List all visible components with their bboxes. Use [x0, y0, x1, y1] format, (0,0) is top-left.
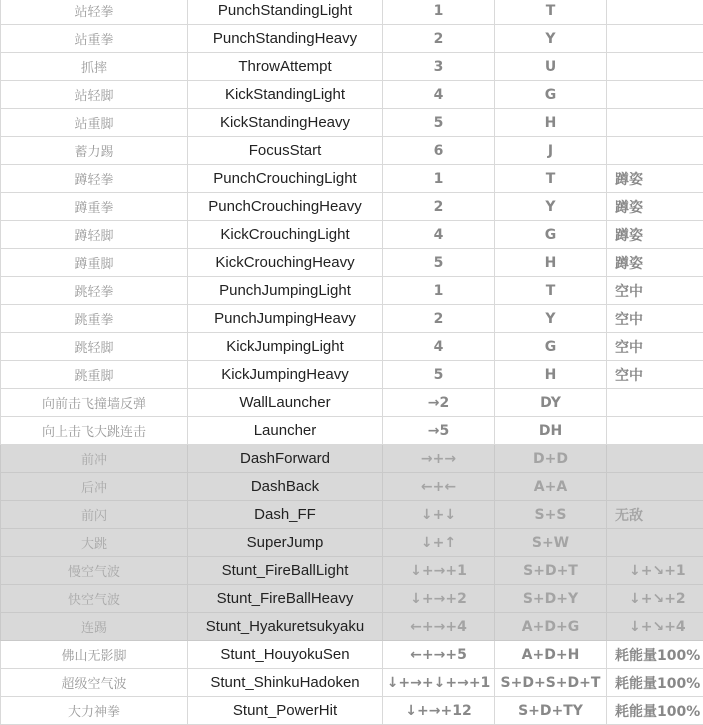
note-cell: 蹲姿	[607, 193, 703, 221]
table-row	[1, 165, 703, 193]
keyboard-key-cell: DY	[495, 389, 607, 417]
action-id-cell: PunchStandingLight	[188, 0, 383, 25]
move-name-cell: 站重拳	[1, 25, 188, 53]
note-cell: ↓+↘+2	[607, 585, 703, 613]
input-code-cell: 3	[383, 53, 495, 81]
table-row	[1, 193, 703, 221]
move-name-cell: 佛山无影脚	[1, 641, 188, 669]
action-id-cell: Dash_FF	[188, 501, 383, 529]
move-name-cell: 向前击飞撞墙反弹	[1, 389, 188, 417]
table-row	[1, 137, 703, 165]
action-id-cell: Launcher	[188, 417, 383, 445]
action-id-cell: PunchJumpingHeavy	[188, 305, 383, 333]
note-cell	[607, 25, 703, 53]
action-id-cell: Stunt_PowerHit	[188, 697, 383, 725]
table-row	[1, 277, 703, 305]
input-code-cell: 4	[383, 333, 495, 361]
move-name-cell: 蹲重脚	[1, 249, 188, 277]
note-cell	[607, 445, 703, 473]
table-row	[1, 305, 703, 333]
move-name-cell: 抓摔	[1, 53, 188, 81]
table-row	[1, 473, 703, 501]
move-name-cell: 超级空气波	[1, 669, 188, 697]
input-code-cell: 2	[383, 305, 495, 333]
move-name-cell: 蹲重拳	[1, 193, 188, 221]
input-code-cell: ←+→+5	[383, 641, 495, 669]
action-id-cell: PunchJumpingLight	[188, 277, 383, 305]
move-name-cell: 蹲轻脚	[1, 221, 188, 249]
table-row	[1, 221, 703, 249]
table-row	[1, 697, 703, 725]
input-code-cell: 5	[383, 109, 495, 137]
action-id-cell: Stunt_FireBallHeavy	[188, 585, 383, 613]
note-cell	[607, 389, 703, 417]
keyboard-key-cell: Y	[495, 25, 607, 53]
table-row	[1, 585, 703, 613]
input-code-cell: 1	[383, 0, 495, 25]
input-code-cell: 4	[383, 81, 495, 109]
keyboard-key-cell: DH	[495, 417, 607, 445]
note-cell: 空中	[607, 277, 703, 305]
note-cell	[607, 137, 703, 165]
move-name-cell: 大跳	[1, 529, 188, 557]
action-id-cell: KickStandingLight	[188, 81, 383, 109]
note-cell: 蹲姿	[607, 221, 703, 249]
keyboard-key-cell: A+A	[495, 473, 607, 501]
keyboard-key-cell: S+D+Y	[495, 585, 607, 613]
note-cell	[607, 53, 703, 81]
table-row	[1, 361, 703, 389]
note-cell	[607, 529, 703, 557]
input-code-cell: →+→	[383, 445, 495, 473]
input-code-cell: 6	[383, 137, 495, 165]
move-name-cell: 跳轻拳	[1, 277, 188, 305]
keyboard-key-cell: A+D+G	[495, 613, 607, 641]
keyboard-key-cell: U	[495, 53, 607, 81]
keyboard-key-cell: T	[495, 0, 607, 25]
keyboard-key-cell: S+D+TY	[495, 697, 607, 725]
note-cell	[607, 0, 703, 25]
note-cell	[607, 109, 703, 137]
move-name-cell: 站轻脚	[1, 81, 188, 109]
note-cell	[607, 81, 703, 109]
table-row	[1, 0, 703, 25]
move-name-cell: 蹲轻拳	[1, 165, 188, 193]
keyboard-key-cell: S+D+S+D+T	[495, 669, 607, 697]
action-id-cell: DashBack	[188, 473, 383, 501]
keyboard-key-cell: A+D+H	[495, 641, 607, 669]
note-cell: 空中	[607, 333, 703, 361]
input-code-cell: →5	[383, 417, 495, 445]
input-code-cell: ↓+→+1	[383, 557, 495, 585]
action-id-cell: Stunt_Hyakuretsukyaku	[188, 613, 383, 641]
note-cell: 空中	[607, 305, 703, 333]
move-name-cell: 向上击飞大跳连击	[1, 417, 188, 445]
action-id-cell: Stunt_HouyokuSen	[188, 641, 383, 669]
input-code-cell: 5	[383, 249, 495, 277]
action-id-cell: Stunt_FireBallLight	[188, 557, 383, 585]
keyboard-key-cell: S+D+T	[495, 557, 607, 585]
keyboard-key-cell: S+W	[495, 529, 607, 557]
move-name-cell: 快空气波	[1, 585, 188, 613]
note-cell: 蹲姿	[607, 249, 703, 277]
input-code-cell: 1	[383, 277, 495, 305]
table-row	[1, 333, 703, 361]
keyboard-key-cell: G	[495, 81, 607, 109]
move-name-cell: 站轻拳	[1, 0, 188, 25]
table-row	[1, 557, 703, 585]
note-cell: ↓+↘+4	[607, 613, 703, 641]
move-name-cell: 前冲	[1, 445, 188, 473]
note-cell: 耗能量100%	[607, 697, 703, 725]
table-row	[1, 53, 703, 81]
table-row	[1, 81, 703, 109]
input-code-cell: ↓+↑	[383, 529, 495, 557]
input-code-cell: 2	[383, 25, 495, 53]
keyboard-key-cell: T	[495, 277, 607, 305]
action-id-cell: SuperJump	[188, 529, 383, 557]
input-code-cell: ↓+↓	[383, 501, 495, 529]
note-cell: 耗能量100%	[607, 669, 703, 697]
note-cell: 无敌	[607, 501, 703, 529]
table-row	[1, 389, 703, 417]
keyboard-key-cell: D+D	[495, 445, 607, 473]
keyboard-key-cell: H	[495, 361, 607, 389]
input-code-cell: ↓+→+↓+→+1	[383, 669, 495, 697]
note-cell	[607, 473, 703, 501]
table-row	[1, 529, 703, 557]
keyboard-key-cell: J	[495, 137, 607, 165]
keyboard-key-cell: H	[495, 109, 607, 137]
keyboard-key-cell: S+S	[495, 501, 607, 529]
input-code-cell: 1	[383, 165, 495, 193]
table-row	[1, 417, 703, 445]
move-name-cell: 蓄力踢	[1, 137, 188, 165]
keyboard-key-cell: Y	[495, 305, 607, 333]
action-id-cell: FocusStart	[188, 137, 383, 165]
action-id-cell: KickJumpingHeavy	[188, 361, 383, 389]
action-id-cell: PunchStandingHeavy	[188, 25, 383, 53]
table-row	[1, 501, 703, 529]
table-row	[1, 641, 703, 669]
move-name-cell: 跳重拳	[1, 305, 188, 333]
action-id-cell: PunchCrouchingHeavy	[188, 193, 383, 221]
input-code-cell: →2	[383, 389, 495, 417]
input-code-cell: ←+→+4	[383, 613, 495, 641]
action-id-cell: ThrowAttempt	[188, 53, 383, 81]
note-cell: ↓+↘+1	[607, 557, 703, 585]
table-row	[1, 249, 703, 277]
input-code-cell: 5	[383, 361, 495, 389]
move-name-cell: 站重脚	[1, 109, 188, 137]
move-name-cell: 连踢	[1, 613, 188, 641]
move-name-cell: 后冲	[1, 473, 188, 501]
keyboard-key-cell: H	[495, 249, 607, 277]
move-name-cell: 大力神拳	[1, 697, 188, 725]
move-name-cell: 跳重脚	[1, 361, 188, 389]
note-cell: 蹲姿	[607, 165, 703, 193]
keyboard-key-cell: Y	[495, 193, 607, 221]
input-code-cell: ↓+→+2	[383, 585, 495, 613]
note-cell	[607, 417, 703, 445]
action-id-cell: Stunt_ShinkuHadoken	[188, 669, 383, 697]
move-name-cell: 跳轻脚	[1, 333, 188, 361]
action-id-cell: DashForward	[188, 445, 383, 473]
move-table-body	[1, 0, 703, 725]
action-id-cell: KickJumpingLight	[188, 333, 383, 361]
action-id-cell: KickStandingHeavy	[188, 109, 383, 137]
table-row	[1, 669, 703, 697]
action-id-cell: KickCrouchingHeavy	[188, 249, 383, 277]
input-code-cell: 4	[383, 221, 495, 249]
action-id-cell: WallLauncher	[188, 389, 383, 417]
table-row	[1, 445, 703, 473]
table-row	[1, 109, 703, 137]
keyboard-key-cell: G	[495, 221, 607, 249]
move-name-cell: 前闪	[1, 501, 188, 529]
table-row	[1, 613, 703, 641]
input-code-cell: ←+←	[383, 473, 495, 501]
action-id-cell: KickCrouchingLight	[188, 221, 383, 249]
move-name-cell: 慢空气波	[1, 557, 188, 585]
keyboard-key-cell: G	[495, 333, 607, 361]
action-id-cell: PunchCrouchingLight	[188, 165, 383, 193]
table-row	[1, 25, 703, 53]
input-code-cell: ↓+→+12	[383, 697, 495, 725]
input-code-cell: 2	[383, 193, 495, 221]
keyboard-key-cell: T	[495, 165, 607, 193]
note-cell: 空中	[607, 361, 703, 389]
note-cell: 耗能量100%	[607, 641, 703, 669]
